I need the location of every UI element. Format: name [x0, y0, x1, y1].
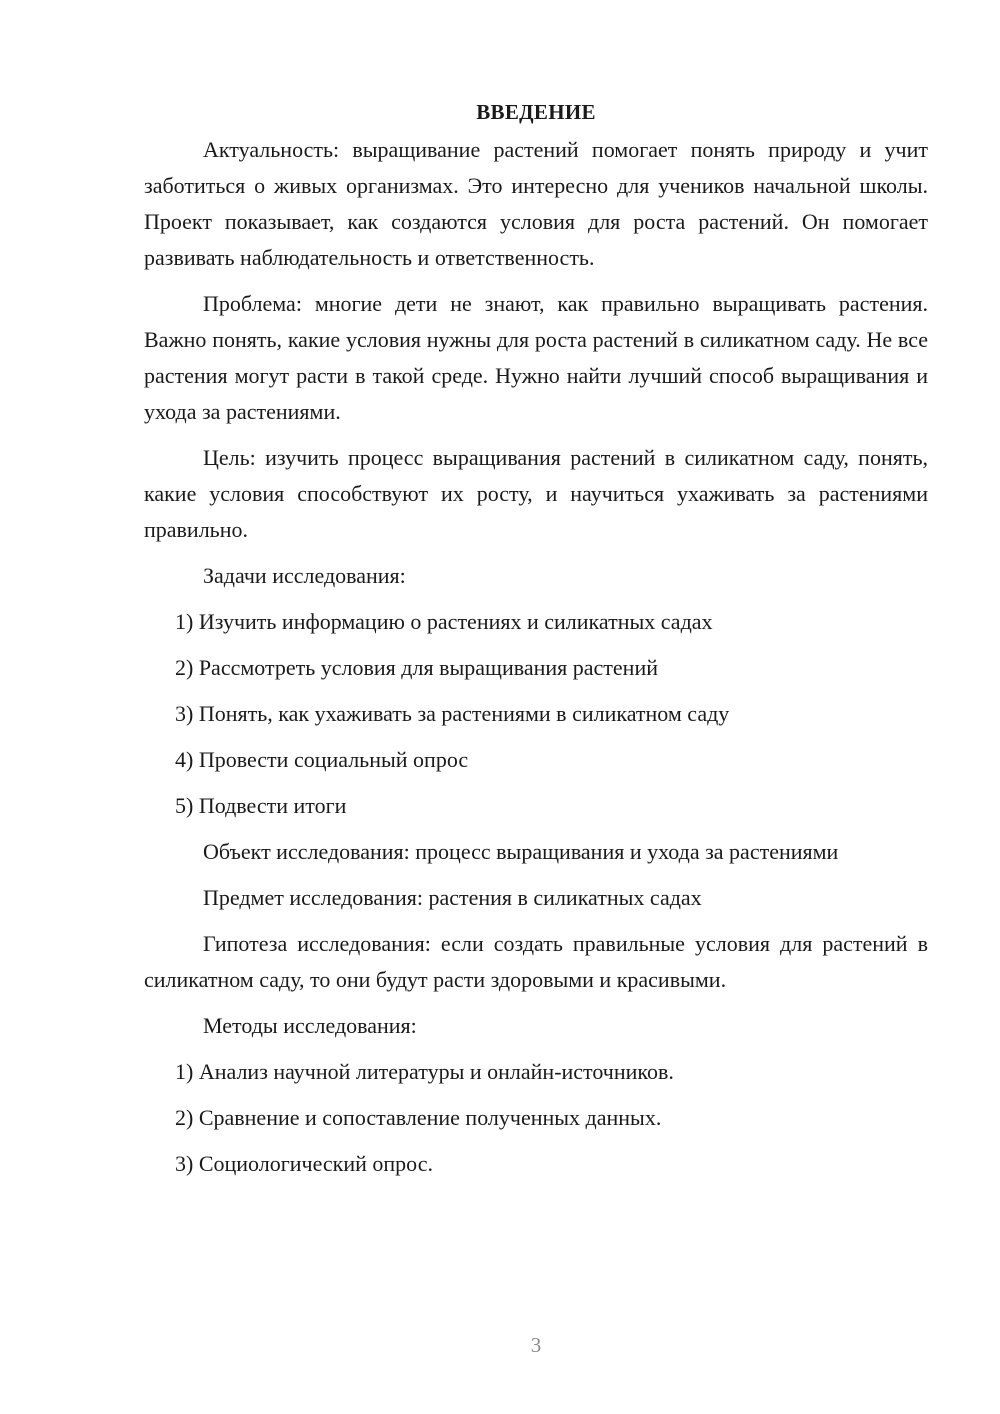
- method-item: 2) Сравнение и сопоставление полученных данных.: [175, 1105, 662, 1130]
- research-subject: Предмет исследования: растения в силикатных садах: [203, 885, 702, 910]
- method-item: 3) Социологический опрос.: [175, 1151, 433, 1176]
- method-item: 1) Анализ научной литературы и онлайн-источников.: [175, 1059, 674, 1084]
- task-item: 2) Рассмотреть условия для выращивания растений: [175, 655, 659, 680]
- methods-label: Методы исследования:: [203, 1013, 417, 1038]
- hypothesis-paragraph: Гипотеза исследования: если создать правильные условия для растений в силикатном саду, то они будут расти здоровыми и красивыми.: [144, 931, 928, 992]
- goal-paragraph: Цель: изучить процесс выращивания растений в силикатном саду, понять, какие условия способствуют их росту, и научиться ухаживать за растениями правильно.: [144, 445, 928, 542]
- page-content: [144, 94, 928, 1192]
- section-title: ВВЕДЕНИЕ: [476, 100, 596, 124]
- task-item: 5) Подвести итоги: [175, 793, 347, 818]
- page-number: 3: [530, 1333, 542, 1357]
- task-item: 3) Понять, как ухаживать за растениями в силикатном саду: [175, 701, 730, 726]
- task-item: 1) Изучить информацию о растениях и силикатных садах: [175, 609, 713, 634]
- task-item: 4) Провести социальный опрос: [175, 747, 469, 772]
- problem-paragraph: Проблема: многие дети не знают, как правильно выращивать растения. Важно понять, какие условия нужны для роста растений в силикатном саду. Не все растения могут расти в такой среде. Нужно найти лучший способ выращивания и ухода за растениями.: [144, 291, 928, 424]
- tasks-label: Задачи исследования:: [203, 563, 406, 588]
- research-object: Объект исследования: процесс выращивания и ухода за растениями: [203, 839, 839, 864]
- relevance-paragraph: Актуальность: выращивание растений помогает понять природу и учит заботиться о живых организмах. Это интересно для учеников начальной школы. Проект показывает, как создаются условия для роста растений. Он помогает развивать наблюдательность и ответственность.: [144, 137, 928, 270]
